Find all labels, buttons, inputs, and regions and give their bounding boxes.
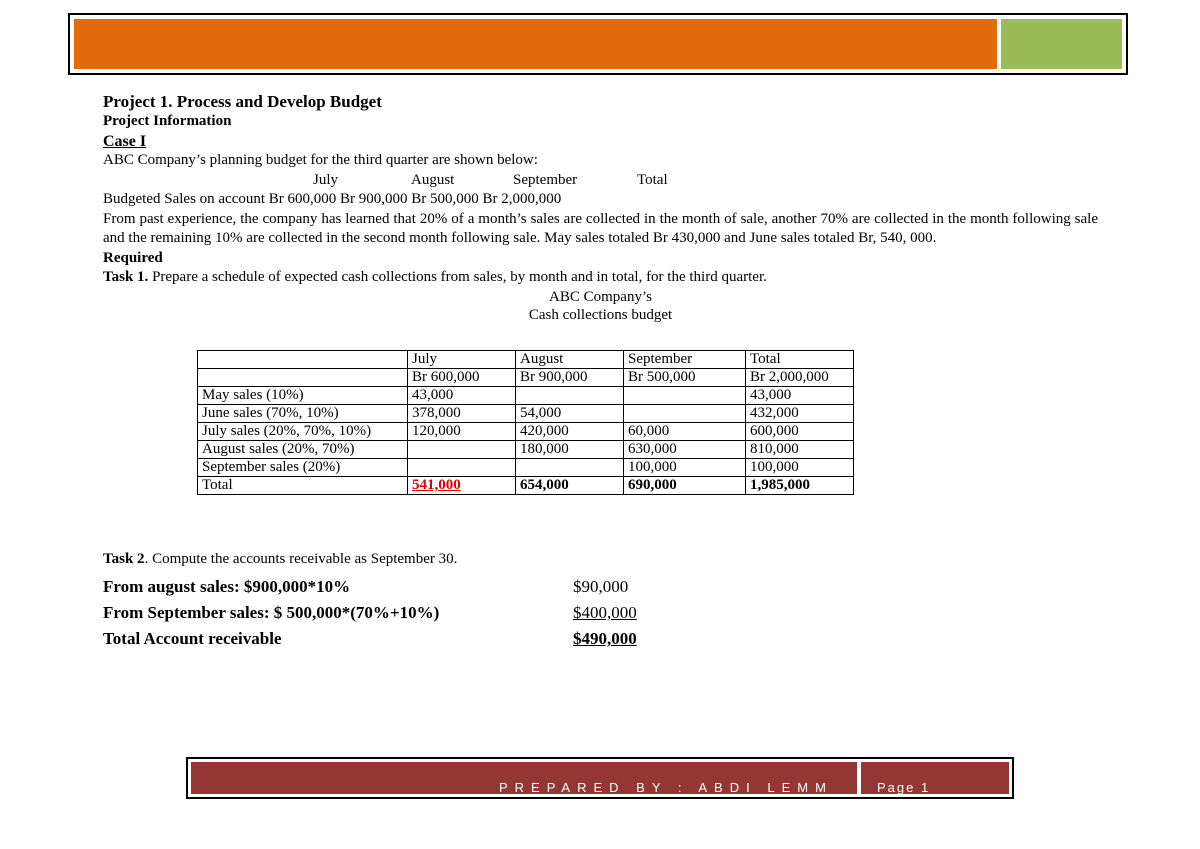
table-cell [198, 369, 408, 387]
page-footer [186, 757, 1014, 799]
collection-paragraph: From past experience, the company has learned that 20% of a month’s sales are collected in the month of sale, another 70% are collected in the month following sale and the remaining 10% are collected in the second month following sale. May sales totaled Br 430,000 and June sales totaled Br, 540, 000. [103, 210, 1098, 246]
table-cell: September sales (20%) [198, 459, 408, 477]
table-cell: 432,000 [746, 405, 854, 423]
table-title-company: ABC Company’s [549, 288, 652, 305]
ar-row [103, 574, 637, 600]
ar-amount-total: $490,000 [573, 629, 637, 648]
table-cell: 1,985,000 [746, 477, 854, 495]
table-cell: Total [198, 477, 408, 495]
project-title: Project 1. Process and Develop Budget [103, 92, 382, 111]
table-cell: 378,000 [408, 405, 516, 423]
task1-text: Prepare a schedule of expected cash collections from sales, by month and in total, for the third quarter. [148, 269, 767, 285]
table-cell: 100,000 [624, 459, 746, 477]
table-cell: July sales (20%, 70%, 10%) [198, 423, 408, 441]
table-cell: Total [746, 351, 854, 369]
footer-prepared-bar [191, 762, 857, 794]
accounts-receivable-block [103, 574, 637, 652]
month-august: August [411, 171, 455, 188]
intro-text: ABC Company’s planning budget for the third quarter are shown below: [103, 152, 538, 168]
table-header-row [198, 369, 854, 387]
table-cell: August sales (20%, 70%) [198, 441, 408, 459]
table-cell: Br 2,000,000 [746, 369, 854, 387]
table-cell [516, 459, 624, 477]
table-cell: 690,000 [624, 477, 746, 495]
highlighted-total: 541,000 [412, 477, 461, 493]
task2-label: Task 2 [103, 551, 145, 567]
table-cell: 60,000 [624, 423, 746, 441]
table-header-row [198, 351, 854, 369]
table-cell: 100,000 [746, 459, 854, 477]
table-cell: July [408, 351, 516, 369]
month-september: September [513, 171, 578, 188]
page-header-band [68, 13, 1128, 75]
footer-page-bar [861, 762, 1009, 794]
ar-amount: $400,000 [573, 603, 637, 622]
table-cell: 654,000 [516, 477, 624, 495]
table-cell: 600,000 [746, 423, 854, 441]
table-cell: 810,000 [746, 441, 854, 459]
cash-collections-table [197, 350, 854, 495]
required-heading: Required [103, 249, 163, 266]
task2-text: . Compute the accounts receivable as September 30. [144, 551, 458, 567]
table-cell: 180,000 [516, 441, 624, 459]
ar-amount: $90,000 [573, 577, 629, 596]
table-cell: 43,000 [408, 387, 516, 405]
ar-row [103, 626, 637, 652]
table-total-row [198, 477, 854, 495]
task1-label: Task 1. [103, 269, 149, 285]
table-cell: 420,000 [516, 423, 624, 441]
table-title-budget: Cash collections budget [528, 306, 673, 323]
footer-page-number: Page 1 [877, 780, 931, 794]
footer-prepared-text: PREPARED BY : ABDI LEMM [499, 780, 833, 794]
table-cell: 120,000 [408, 423, 516, 441]
month-header-line [103, 171, 1103, 191]
month-july: July [313, 171, 339, 188]
table-cell: 54,000 [516, 405, 624, 423]
table-cell [624, 405, 746, 423]
table-cell: Br 900,000 [516, 369, 624, 387]
project-info-heading: Project Information [103, 113, 232, 129]
table-cell: August [516, 351, 624, 369]
table-row [198, 387, 854, 405]
table-cell [516, 387, 624, 405]
ar-label: Total Account receivable [103, 629, 282, 648]
table-cell-total-july [408, 477, 516, 495]
table-cell [198, 351, 408, 369]
case-heading: Case I [103, 132, 147, 150]
table-cell: June sales (70%, 10%) [198, 405, 408, 423]
table-row [198, 441, 854, 459]
table-cell: Br 500,000 [624, 369, 746, 387]
table-cell: 43,000 [746, 387, 854, 405]
task1-line [103, 268, 1103, 288]
table-cell: May sales (10%) [198, 387, 408, 405]
table-row [198, 405, 854, 423]
header-orange-bar [74, 19, 997, 69]
ar-label: From September sales: $ 500,000*(70%+10%) [103, 603, 440, 622]
table-row [198, 459, 854, 477]
table-cell [408, 459, 516, 477]
table-cell [408, 441, 516, 459]
task2-line [103, 551, 457, 568]
table-row [198, 423, 854, 441]
table-cell: Br 600,000 [408, 369, 516, 387]
month-total: Total [637, 171, 668, 188]
table-cell [624, 387, 746, 405]
ar-row [103, 600, 637, 626]
budgeted-sales-line: Budgeted Sales on account Br 600,000 Br 900,000 Br 500,000 Br 2,000,000 [103, 191, 562, 207]
ar-label: From august sales: $900,000*10% [103, 577, 351, 596]
header-green-bar [1001, 19, 1122, 69]
table-cell: 630,000 [624, 441, 746, 459]
document-body [103, 92, 1103, 324]
table-cell: September [624, 351, 746, 369]
